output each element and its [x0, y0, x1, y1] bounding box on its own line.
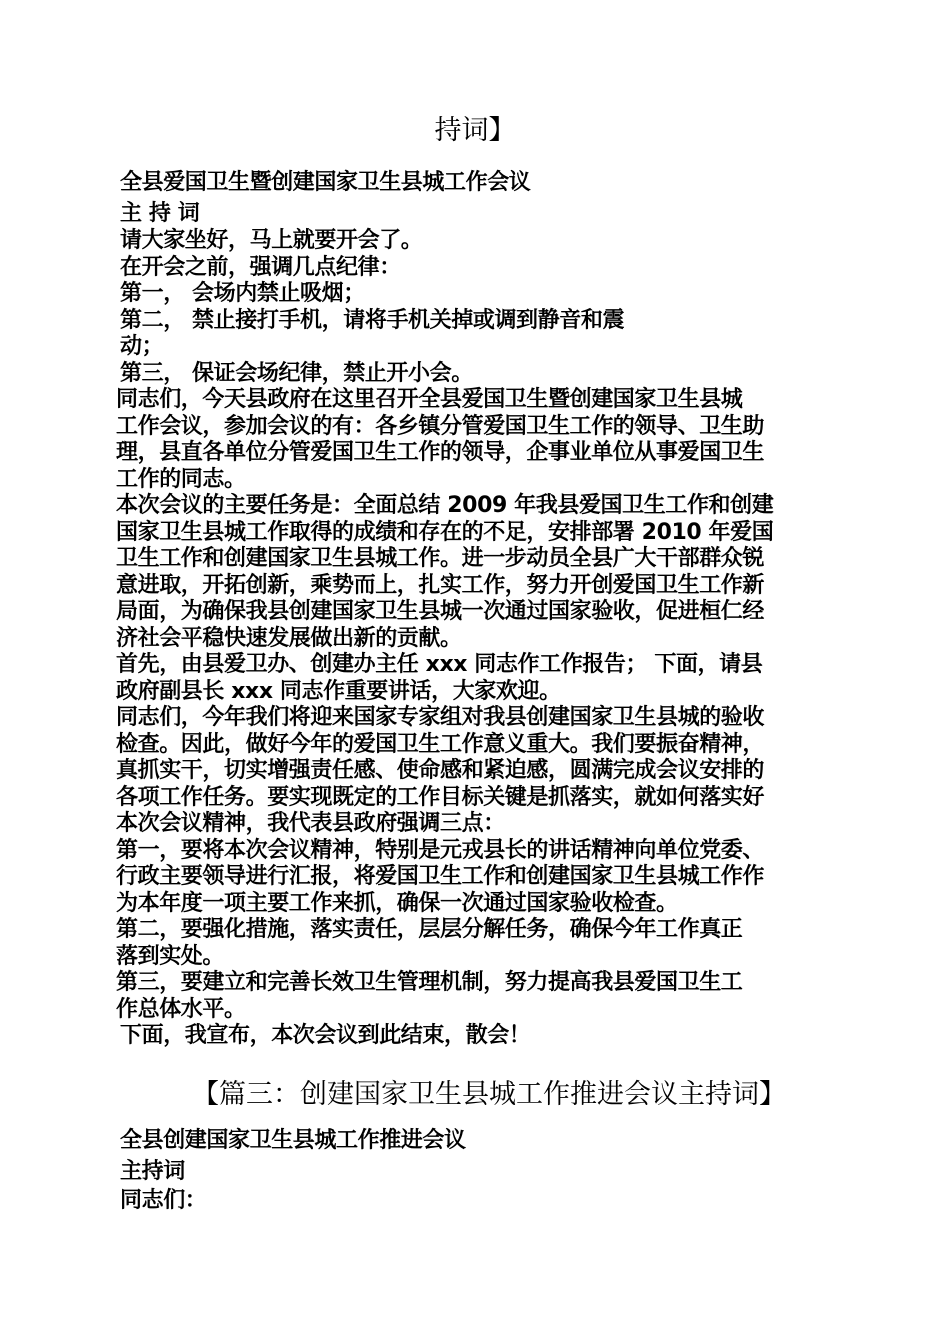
text-line: 第二，要强化措施，落实责任，层层分解任务，确保今年工作真正: [116, 917, 743, 942]
section-three-subtitle: 主持词: [120, 1158, 185, 1184]
text-line: 在开会之前，强调几点纪律：: [120, 254, 401, 280]
text-line: 同志们，今年我们将迎来国家专家组对我县创建国家卫生县城的验收: [116, 705, 765, 730]
text-line: 第三，要建立和完善长效卫生管理机制，努力提高我县爱国卫生工: [116, 970, 743, 995]
text-line: 行政主要领导进行汇报，将爱国卫生工作和创建国家卫生县城工作作: [116, 864, 765, 889]
text-line: 第三， 保证会场纪律，禁止开小会。: [120, 360, 473, 386]
text-line: 请大家坐好，马上就要开会了。: [120, 228, 423, 253]
heading-section-three: 【篇三：创建国家卫生县城工作推进会议主持词】: [192, 1079, 786, 1110]
section-one-body: [116, 228, 850, 1050]
text-line: 检查。因此，做好今年的爱国卫生工作意义重大。我们要振奋精神，: [116, 731, 765, 757]
text-line: 同志们：: [120, 1188, 207, 1213]
text-line: 工作的同志。: [116, 466, 246, 492]
section-one-header: [120, 170, 850, 227]
text-line: 卫生工作和创建国家卫生县城工作。进一步动员全县广大干部群众锐: [116, 546, 765, 571]
text-line: 动；: [120, 334, 164, 359]
section-three-title: 全县创建国家卫生县城工作推进会议: [120, 1128, 466, 1153]
text-line: 工作会议，参加会议的有：各乡镇分管爱国卫生工作的领导、卫生助: [116, 413, 765, 439]
text-line: 意进取，开拓创新，乘势而上，扎实工作，努力开创爱国卫生工作新: [116, 572, 765, 598]
text-line: 作总体水平。: [116, 996, 246, 1022]
text-line: 真抓实干，切实增强责任感、使命感和紧迫感，圆满完成会议安排的: [116, 758, 765, 783]
text-line: 局面，为确保我县创建国家卫生县城一次通过国家验收，促进桓仁经: [116, 599, 765, 624]
section-three-body: [120, 1188, 850, 1215]
text-line: 本次会议的主要任务是：全面总结 2009 年我县爱国卫生工作和创建: [116, 493, 774, 518]
text-line: 同志们，今天县政府在这里召开全县爱国卫生暨创建国家卫生县城: [116, 387, 743, 412]
text-line: 理，县直各单位分管爱国卫生工作的领导，企事业单位从事爱国卫生: [116, 440, 765, 465]
text-line: 第一， 会场内禁止吸烟；: [120, 281, 365, 306]
text-line: 为本年度一项主要工作来抓，确保一次通过国家验收检查。: [116, 890, 678, 916]
section-one-subtitle: 主 持 词: [120, 200, 200, 226]
text-line: 首先，由县爱卫办、创建办主任 xxx 同志作工作报告； 下面，请县: [116, 652, 763, 677]
section-three-header: [120, 1128, 850, 1185]
text-line: 第一，要将本次会议精神，特别是元戎县长的讲话精神向单位党委、: [116, 837, 765, 863]
text-line: 国家卫生县城工作取得的成绩和存在的不足，安排部署 2010 年爱国: [116, 519, 774, 545]
text-line: 本次会议精神，我代表县政府强调三点：: [116, 811, 505, 836]
text-line: 下面，我宣布，本次会议到此结束，散会！: [120, 1023, 531, 1048]
text-line: 各项工作任务。要实现既定的工作目标关键是抓落实，就如何落实好: [116, 784, 765, 810]
text-line: 政府副县长 xxx 同志作重要讲话，大家欢迎。: [116, 678, 561, 704]
text-line: 第二， 禁止接打手机，请将手机关掉或调到静音和震: [120, 307, 625, 333]
section-one-title: 全县爱国卫生暨创建国家卫生县城工作会议: [120, 170, 531, 195]
text-line: 落到实处。: [116, 943, 225, 969]
text-line: 济社会平稳快速发展做出新的贡献。: [116, 625, 462, 651]
heading-top: 持词】: [434, 115, 516, 146]
